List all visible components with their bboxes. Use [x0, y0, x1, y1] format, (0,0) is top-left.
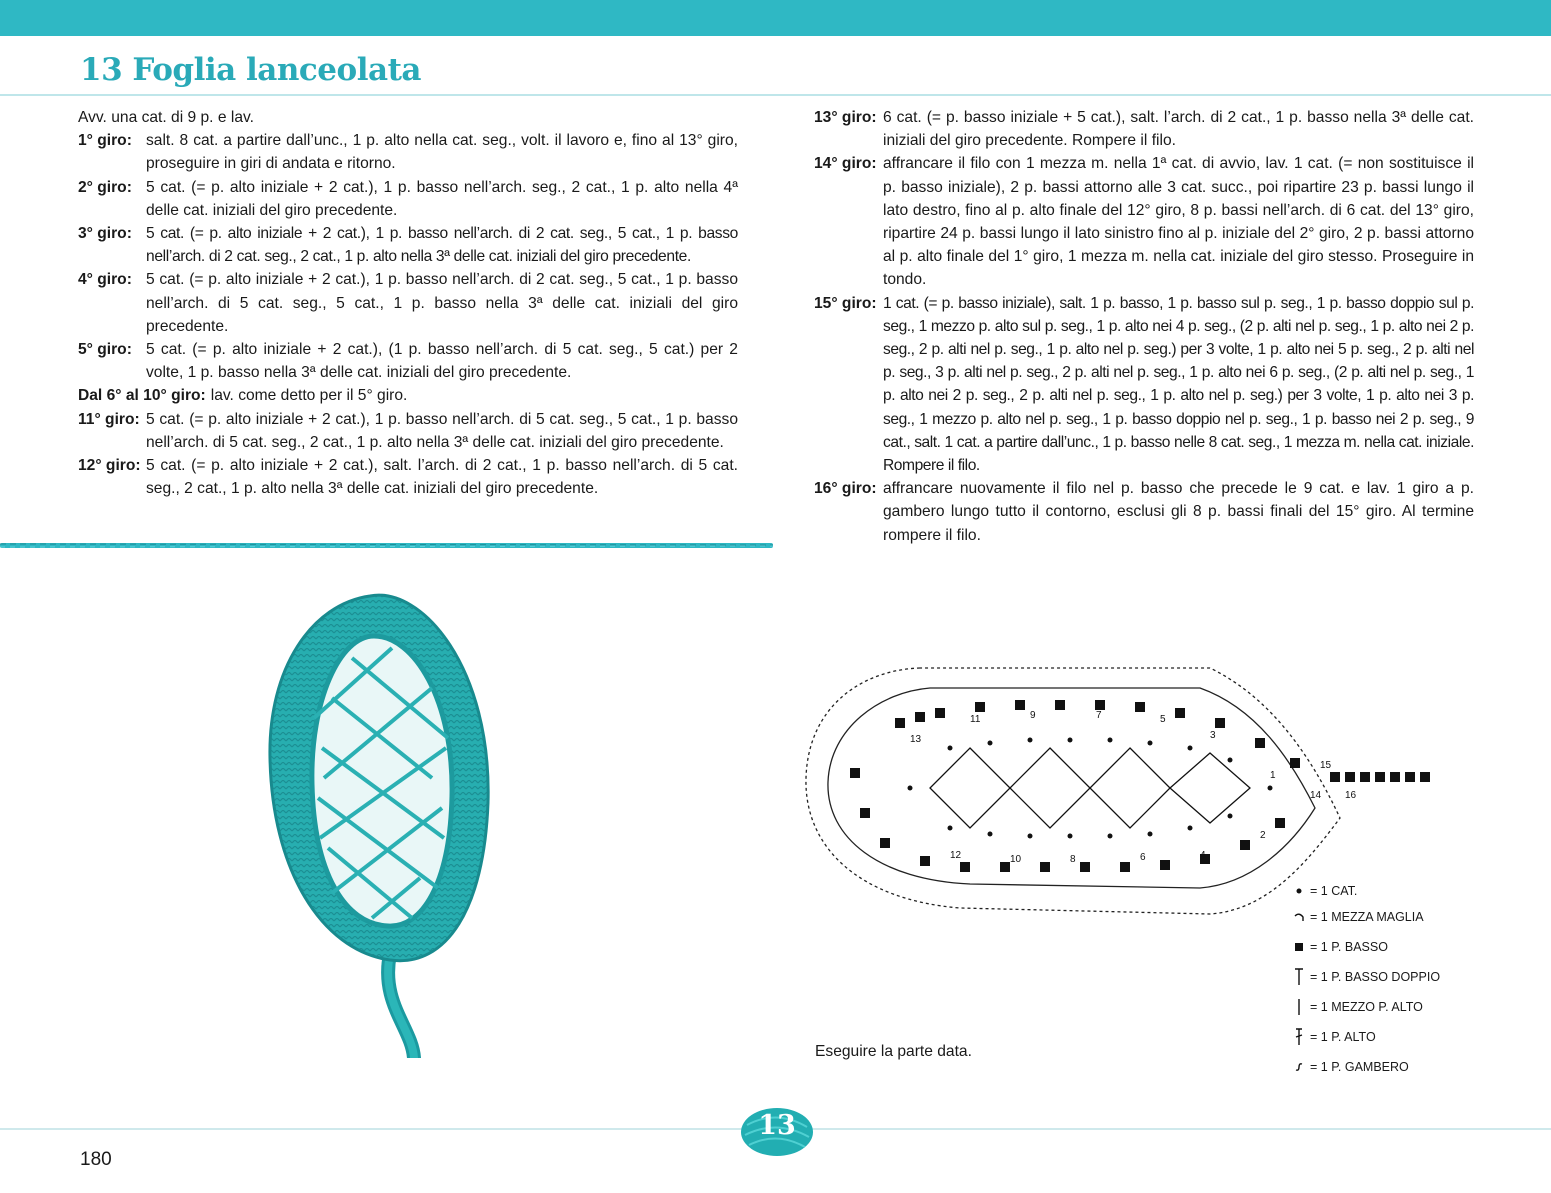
intro-text: Avv. una cat. di 9 p. e lav.: [78, 109, 254, 126]
legend-item-crab-stitch: [1288, 1052, 1440, 1082]
legend-item-double-crochet: [1288, 1022, 1440, 1052]
round-number-label: 12: [950, 850, 962, 861]
legend-item-slip-stitch: [1288, 902, 1440, 932]
step-label: 1° giro:: [78, 132, 132, 150]
round-number-label: 10: [1010, 854, 1022, 865]
step-text: 1 cat. (= p. basso iniziale), salt. 1 p. basso, 1 p. basso sul p. seg., 1 p. basso doppio sul p. seg., 1 mezzo p. alto sul p. seg., 1 p. alto nei 4 p. seg., (2 p. alti nel p. seg., 1 p. alto nei 2 p. seg., 2 p. alti nel p. seg., 1 p. alto nel p. seg.) per 3 volte, 1 p. alto nei 5 p. seg., 2 p. alti nel p. seg., 3 p. alti nel p. seg., 2 p. alti nel p. seg., 1 p. alto nei 6 p. seg., (2 p. alti nel p. seg., 1 p. alto nei 2 p. seg., 2 p. alti nel p. seg., 1 p. alto nel p. seg.) per 3 volte, 1 p. alto nei 3 p. seg., 1 mezzo p. alto nel p. seg., 1 p. basso doppio nel p. seg., 1 p. basso nei 2 p. seg., 9 cat., salt. 1 cat. a partire dall’unc., 1 p. basso nelle 8 cat. seg., 1 mezza m. nella cat. iniziale. Rompere il filo.: [883, 294, 1474, 475]
round-number-label: 11: [970, 714, 981, 725]
step-label: 14° giro:: [814, 155, 877, 173]
legend: [1288, 880, 1440, 1082]
step-round-14: [814, 152, 1474, 291]
step-text: affrancare nuovamente il filo nel p. basso che precede le 9 cat. e lav. 1 giro a p. gambero lungo tutto il contorno, esclusi gli 8 p. bassi finali del 15° giro. Al termine rompere il filo.: [883, 480, 1474, 544]
crab-stitch-icon: [1288, 1061, 1310, 1073]
round-number-label: 4: [1200, 850, 1206, 861]
step-round-3: [78, 222, 738, 268]
yarn-divider: [0, 541, 773, 550]
page-number: 180: [80, 1149, 112, 1170]
half-double-crochet-icon: [1288, 997, 1310, 1017]
step-text: 5 cat. (= p. alto iniziale + 2 cat.), 1 p. basso nell’arch. di 2 cat. seg., 5 cat., 1 p. basso nell’arch. di 2 cat. seg., 2 cat., 1 p. alto nella 3ª delle cat. iniziali del giro precedente.: [146, 225, 738, 266]
round-number-label: 6: [1140, 852, 1146, 863]
step-text: 5 cat. (= p. alto iniziale + 2 cat.), salt. l’arch. di 2 cat., 1 p. basso nell’arch. di 5 cat. seg., 2 cat., 1 p. alto nella 3ª delle cat. iniziali del giro precedente.: [146, 457, 738, 498]
single-crochet-icon: [1288, 942, 1310, 952]
round-number-label: 13: [910, 734, 922, 745]
step-text: 5 cat. (= p. alto iniziale + 2 cat.), 1 p. basso nell’arch. di 5 cat. seg., 5 cat., 1 p. basso nell’arch. di 5 cat. seg., 2 cat., 1 p. alto nella 3ª delle cat. iniziali del giro precedente.: [146, 410, 738, 451]
top-accent-bar: [0, 0, 1551, 36]
step-label: 16° giro:: [814, 480, 877, 498]
slip-stitch-icon: [1288, 911, 1310, 923]
diagram-caption: Eseguire la parte data.: [815, 1043, 972, 1060]
step-round-15: [814, 292, 1474, 478]
step-round-12: [78, 454, 738, 500]
step-round-4: [78, 268, 738, 338]
step-text: 5 cat. (= p. alto iniziale + 2 cat.), 1 p. basso nell’arch. di 2 cat. seg., 5 cat., 1 p. basso nell’arch. di 5 cat. seg., 5 cat., 1 p. basso nella 3ª delle cat. iniziali del giro precedente.: [146, 271, 738, 335]
round-number-label: 2: [1260, 830, 1266, 841]
step-text: 5 cat. (= p. alto iniziale + 2 cat.), 1 p. basso nell’arch. seg., 2 cat., 1 p. alto nella 4ª delle cat. iniziali del giro precedente.: [146, 178, 738, 219]
pattern-number-badge: 13: [758, 1110, 796, 1141]
chain-dot-icon: [1288, 886, 1310, 896]
step-round-6-10: [78, 384, 738, 407]
step-text: 6 cat. (= p. basso iniziale + 5 cat.), salt. l’arch. di 2 cat., 1 p. basso nella 3ª delle cat. iniziali del giro precedente. Rompere il filo.: [883, 109, 1474, 150]
legend-item-double-single-crochet: [1288, 962, 1440, 992]
round-number-label: 5: [1160, 714, 1166, 725]
legend-item-half-double-crochet: [1288, 992, 1440, 1022]
step-label: 5° giro:: [78, 341, 132, 359]
legend-label: = 1 MEZZA MAGLIA: [1310, 910, 1424, 924]
step-label: 13° giro:: [814, 109, 877, 126]
step-text: salt. 8 cat. a partire dall’unc., 1 p. alto nella cat. seg., volt. il lavoro e, fino al 13° giro, proseguire in giri di andata e ritorno.: [146, 132, 738, 173]
round-number-label: 3: [1210, 730, 1216, 741]
page-title: 13 Foglia lanceolata: [80, 52, 421, 88]
double-single-crochet-icon: [1288, 967, 1310, 987]
step-round-2: [78, 176, 738, 222]
legend-label: = 1 P. GAMBERO: [1310, 1060, 1409, 1074]
step-text: affrancare il filo con 1 mezza m. nella 1ª cat. di avvio, lav. 1 cat. (= non sostituisce il p. basso iniziale), 2 p. bassi attorno alle 3 cat. succ., poi ripartire 23 p. bassi lungo il lato destro, fino al p. alto finale del 12° giro, 8 p. bassi nell’arch. di 6 cat. del 13° giro, ripartire 24 p. bassi lungo il lato sinistro fino al p. iniziale del 2° giro, 2 p. bassi attorno al p. alto finale del 1° giro, 1 mezza m. nella cat. iniziale del giro stesso. Proseguire in tondo.: [883, 155, 1474, 289]
step-label: 15° giro:: [814, 294, 877, 312]
legend-label: = 1 P. BASSO DOPPIO: [1310, 970, 1441, 984]
round-number-label: 7: [1096, 710, 1102, 721]
step-text: lav. come detto per il 5° giro.: [210, 387, 408, 405]
legend-item-single-crochet: [1288, 932, 1440, 962]
instructions-right-column: [814, 106, 1474, 547]
legend-label: = 1 P. BASSO: [1310, 940, 1388, 954]
step-round-13: [814, 106, 1474, 152]
step-label: Dal 6° al 10° giro:: [78, 387, 206, 405]
legend-label: = 1 MEZZO P. ALTO: [1310, 1000, 1423, 1014]
round-number-label: 9: [1030, 710, 1036, 721]
step-text: 5 cat. (= p. alto iniziale + 2 cat.), (1 p. basso nell’arch. di 5 cat. seg., 5 cat.) per 2 volte, 1 p. basso nella 3ª delle cat. iniziali del giro precedente.: [146, 341, 738, 382]
legend-label: = 1 P. ALTO: [1310, 1030, 1376, 1044]
crochet-leaf-photo: [262, 588, 512, 1058]
step-round-5: [78, 338, 738, 384]
legend-item-chain: [1288, 880, 1440, 902]
instructions-left-column: [78, 106, 738, 500]
step-label: 2° giro:: [78, 178, 132, 196]
round-number-label: 15: [1320, 760, 1332, 771]
step-label: 3° giro:: [78, 225, 132, 243]
round-number-label: 8: [1070, 854, 1076, 865]
step-label: 11° giro:: [78, 410, 140, 428]
title-divider: [0, 94, 1551, 96]
legend-label: = 1 CAT.: [1310, 884, 1358, 898]
step-round-1: [78, 129, 738, 175]
step-label: 12° giro:: [78, 457, 141, 475]
round-number-label: 1: [1270, 770, 1276, 781]
round-number-label: 14: [1310, 790, 1322, 801]
step-label: 4° giro:: [78, 271, 132, 289]
step-round-16: [814, 477, 1474, 547]
step-round-11: [78, 408, 738, 454]
double-crochet-icon: [1288, 1027, 1310, 1047]
round-number-label: 16: [1345, 790, 1357, 801]
